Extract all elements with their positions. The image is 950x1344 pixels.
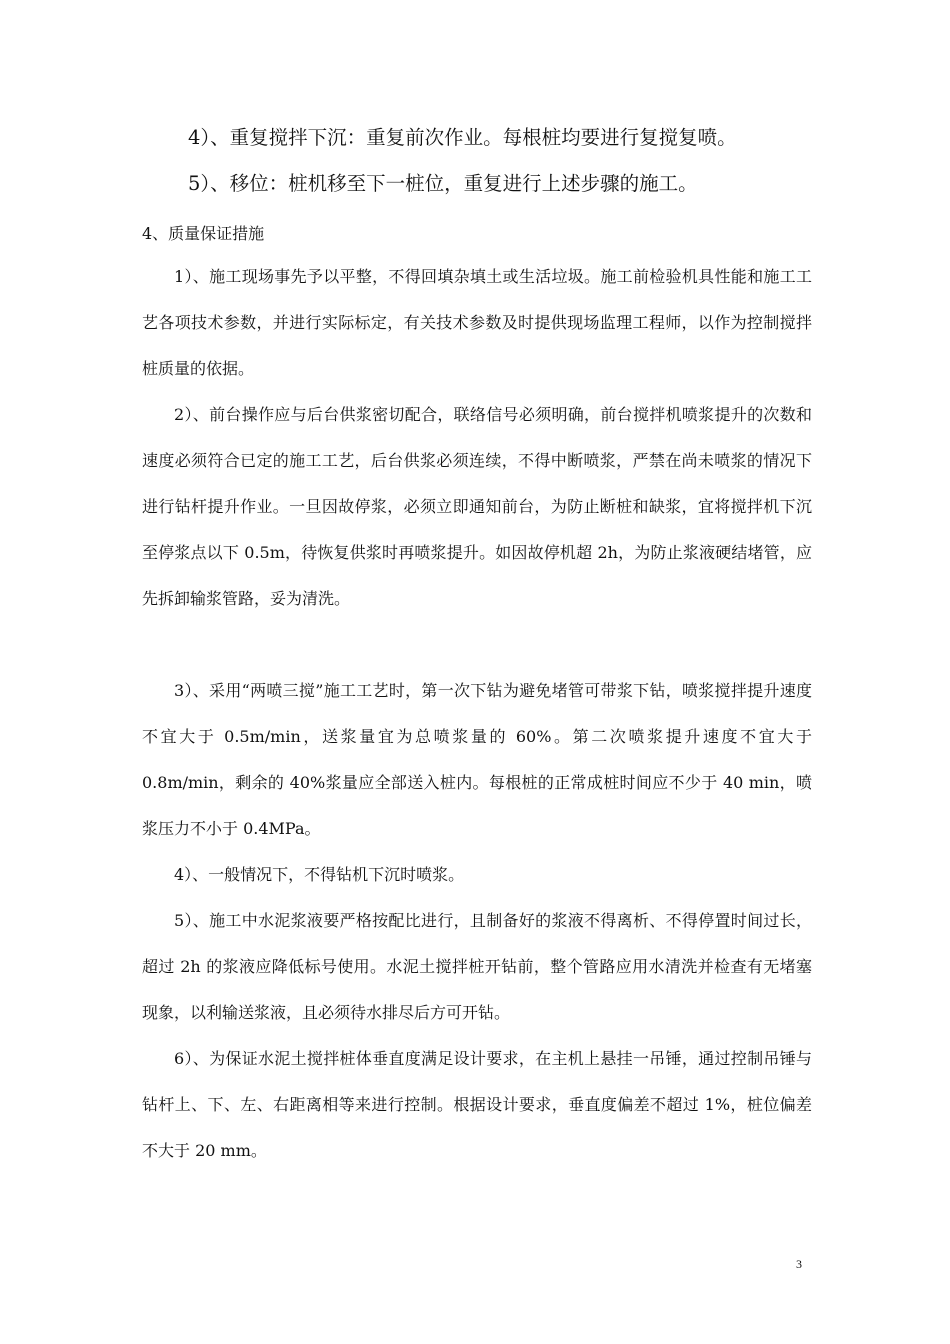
section-heading: 4、质量保证措施 — [142, 224, 265, 243]
measure-6-paragraph: 6）、为保证水泥土搅拌桩体垂直度满足设计要求，在主机上悬挂一吊锤，通过控制吊锤与钻杆上、下、左、右距离相等来进行控制。根据设计要求，垂直度偏差不超过 1%，桩位偏差不大于 20 mm。 — [142, 1049, 812, 1160]
step-4-paragraph: 4）、重复搅拌下沉：重复前次作业。每根桩均要进行复搅复喷。 — [188, 126, 737, 149]
measure-4-paragraph: 4）、一般情况下，不得钻机下沉时喷浆。 — [174, 865, 465, 884]
measure-2-paragraph: 2）、前台操作应与后台供浆密切配合，联络信号必须明确，前台搅拌机喷浆提升的次数和速度必须符合已定的施工工艺，后台供浆必须连续，不得中断喷浆，严禁在尚未喷浆的情况下进行钻杆提升作业。一旦因故停浆，必须立即通知前台，为防止断桩和缺浆，宜将搅拌机下沉至停浆点以下 0.5m，待恢复供浆时再喷浆提升。如因故停机超 2h，为防止浆液硬结堵管，应先拆卸输浆管路，妥为清洗。 — [142, 405, 812, 608]
measure-1-paragraph: 1）、施工现场事先予以平整，不得回填杂填土或生活垃圾。施工前检验机具性能和施工工艺各项技术参数，并进行实际标定，有关技术参数及时提供现场监理工程师，以作为控制搅拌桩质量的依据。 — [142, 267, 812, 378]
page-number: 3 — [796, 1257, 802, 1271]
measure-3-paragraph: 3）、采用“两喷三搅”施工工艺时，第一次下钻为避免堵管可带浆下钻，喷浆搅拌提升速度不宜大于 0.5m/min，送浆量宜为总喷浆量的 60%。第二次喷浆提升速度不宜大于 0.8m/min，剩余的 40%浆量应全部送入桩内。每根桩的正常成桩时间应不少于 40 min，喷浆压力不小于 0.4MPa。 — [142, 681, 812, 838]
measure-5-paragraph: 5）、施工中水泥浆液要严格按配比进行，且制备好的浆液不得离析、不得停置时间过长，超过 2h 的浆液应降低标号使用。水泥土搅拌桩开钻前，整个管路应用水清洗并检查有无堵塞现象，以利输送浆液，且必须待水排尽后方可开钻。 — [142, 911, 812, 1022]
step-5-paragraph: 5）、移位：桩机移至下一桩位，重复进行上述步骤的施工。 — [188, 172, 698, 195]
